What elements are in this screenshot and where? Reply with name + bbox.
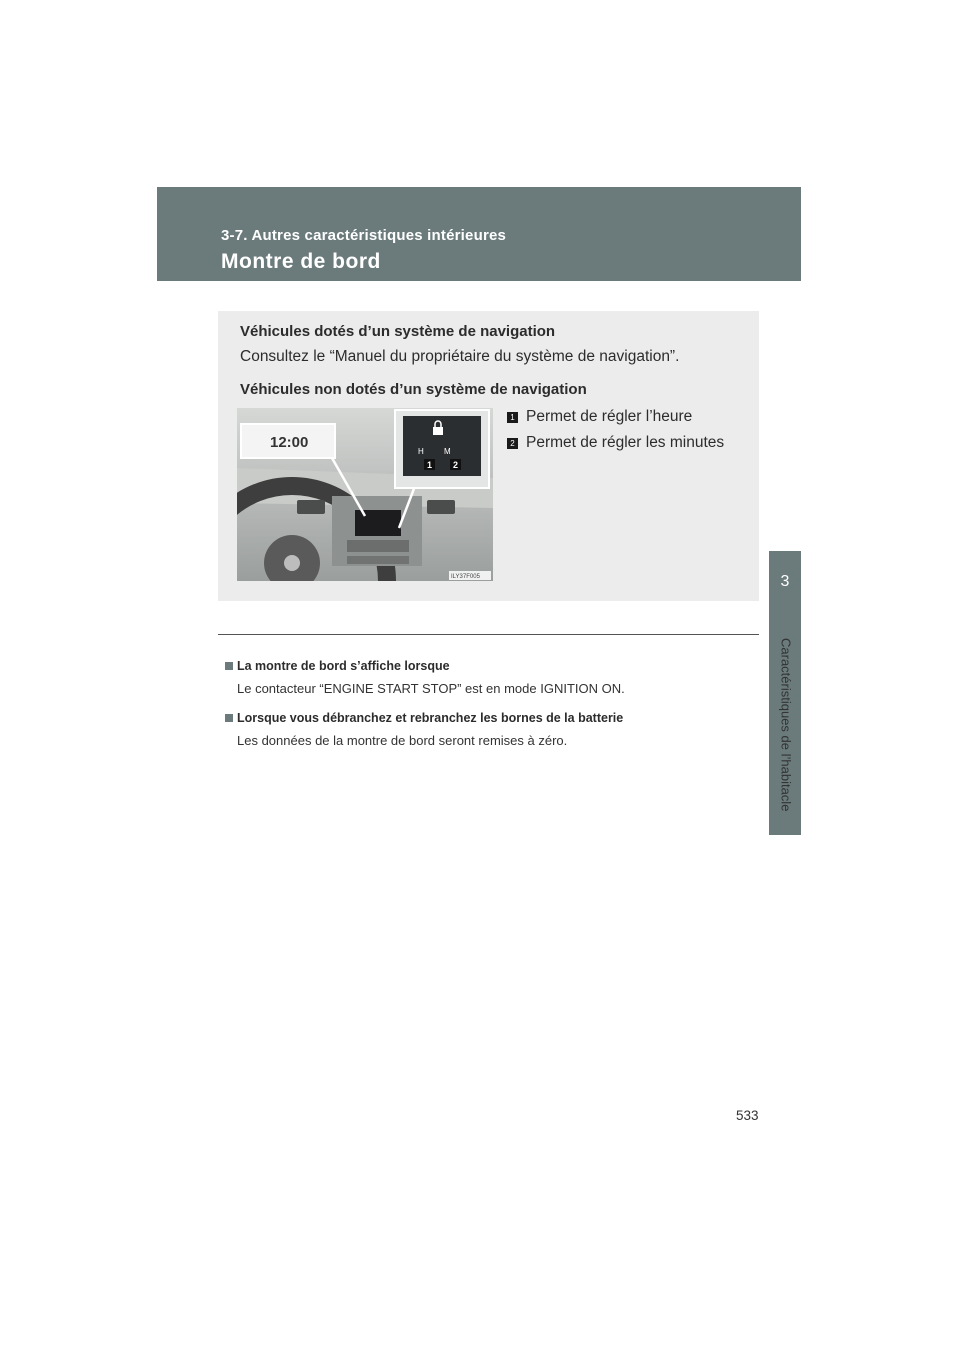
figure-code: ILY37F005 — [451, 574, 480, 580]
callout-2-badge: 2 — [453, 460, 459, 470]
figure-legend — [507, 404, 724, 456]
note-heading-text: La montre de bord s’affiche lorsque — [237, 659, 450, 673]
legend-number-badge: 1 — [507, 412, 518, 423]
dashboard-clock-figure — [237, 408, 493, 581]
note-text: Les données de la montre de bord seront remises à zéro. — [237, 733, 568, 748]
callout-1-badge: 1 — [427, 460, 433, 470]
square-bullet-icon — [225, 662, 233, 670]
page-number: 533 — [736, 1108, 759, 1123]
section-divider — [218, 634, 759, 635]
legend-item-minutes — [507, 430, 724, 456]
notes-section — [225, 655, 755, 759]
legend-number-badge: 2 — [507, 438, 518, 449]
dashboard-illustration — [237, 408, 493, 581]
non-nav-heading: Véhicules non dotés d’un système de navigation — [240, 381, 587, 398]
legend-text: Permet de régler l’heure — [526, 408, 693, 425]
legend-item-hour — [507, 404, 724, 430]
page-title: Montre de bord — [221, 250, 381, 273]
note-heading-text: Lorsque vous débranchez et rebranchez les bornes de la batterie — [237, 711, 624, 725]
chapter-number: 3 — [780, 573, 790, 590]
info-box — [218, 311, 759, 601]
note-heading — [225, 707, 755, 729]
chapter-header — [157, 187, 801, 281]
button-h-label: H — [418, 447, 424, 456]
nav-heading: Véhicules dotés d’un système de navigation — [240, 323, 556, 340]
note-heading — [225, 655, 755, 677]
chapter-title-vertical: Caractéristiques de l’habitacle — [778, 638, 794, 812]
clock-display: 12:00 — [270, 434, 309, 451]
note-text: Le contacteur “ENGINE START STOP” est en mode IGNITION ON. — [237, 681, 625, 696]
air-vent-right — [427, 500, 455, 514]
button-m-label: M — [444, 447, 451, 456]
air-vent-left — [297, 500, 325, 514]
button-panel — [403, 416, 481, 476]
center-display — [355, 510, 401, 536]
section-label: 3-7. Autres caractéristiques intérieures — [221, 227, 507, 244]
legend-text: Permet de régler les minutes — [526, 434, 725, 451]
nav-text: Consultez le “Manuel du propriétaire du système de navigation”. — [240, 348, 680, 365]
square-bullet-icon — [225, 714, 233, 722]
